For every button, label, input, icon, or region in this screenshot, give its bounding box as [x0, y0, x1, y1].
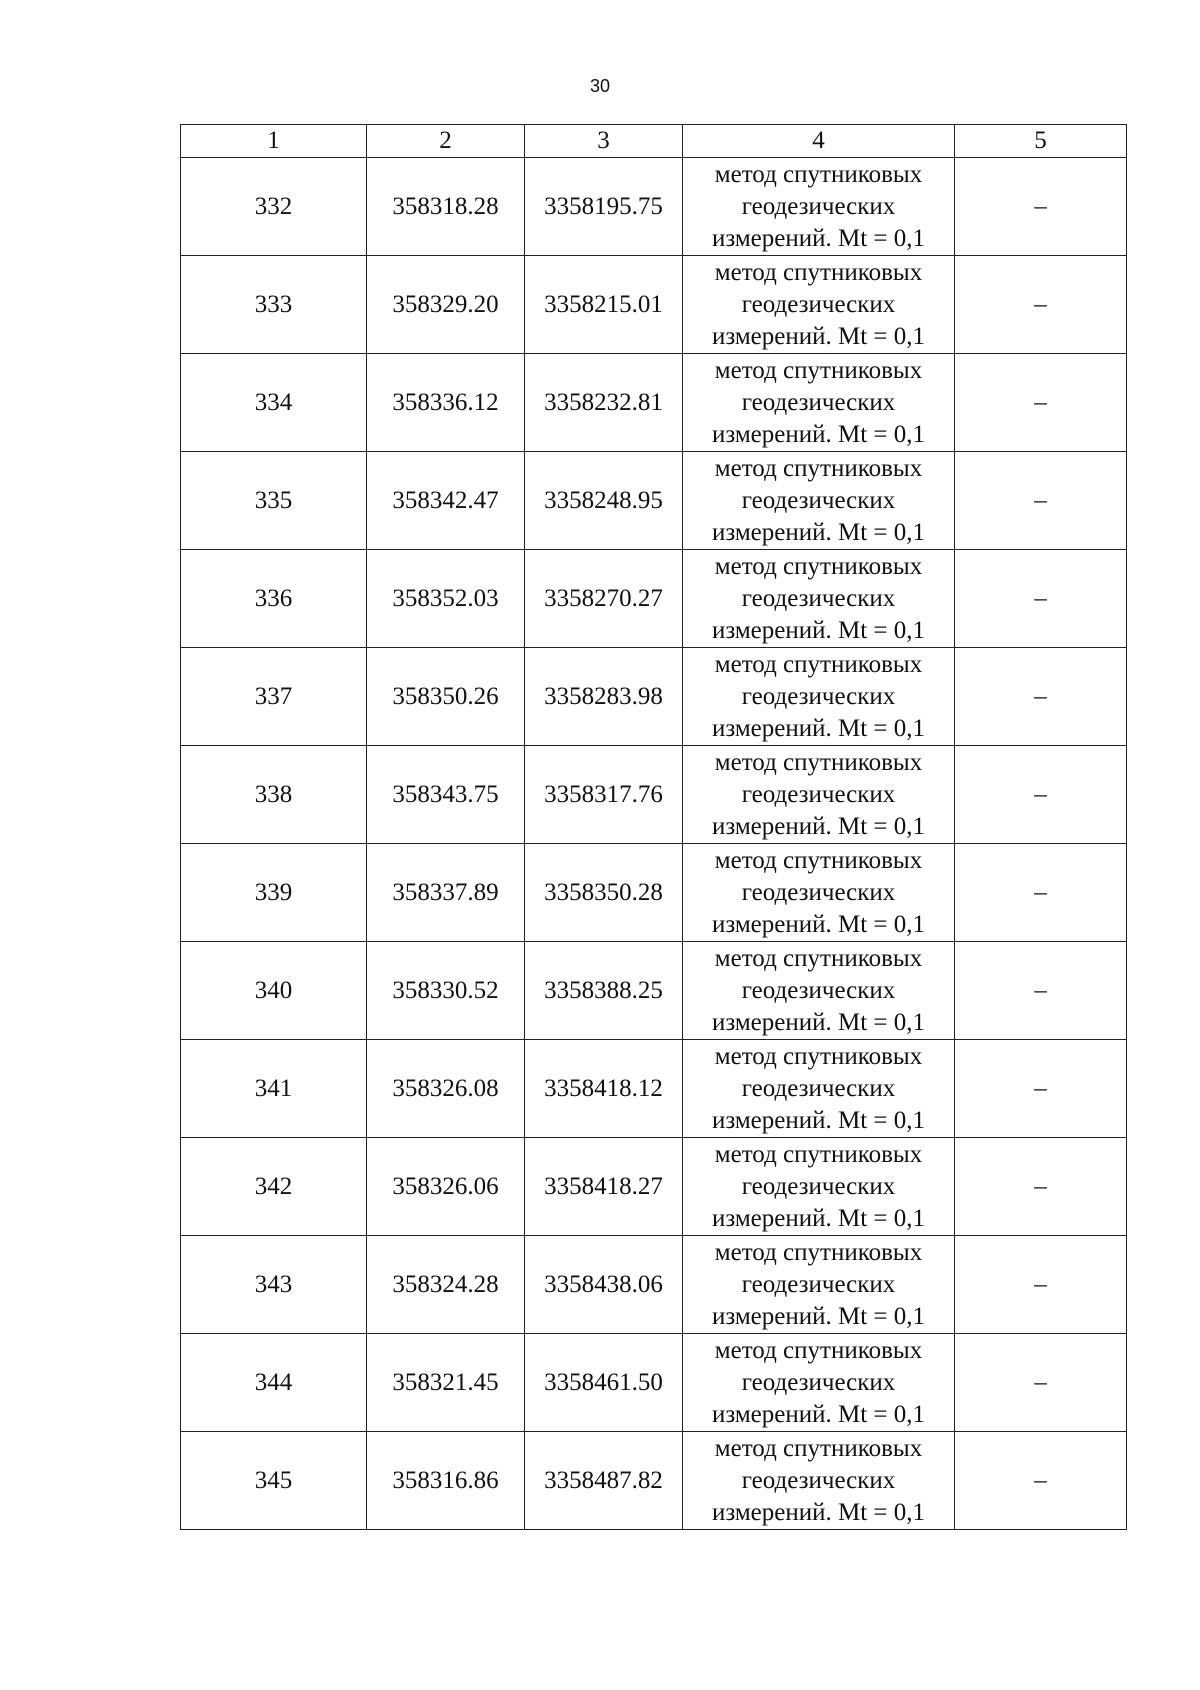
method-line: метод спутниковых: [714, 846, 923, 874]
table-row: [181, 256, 1127, 354]
table-row: [181, 452, 1127, 550]
method-line: измерений. Mt = 0,1: [711, 616, 926, 644]
point-number-cell: 342: [181, 1138, 367, 1236]
method-cell: [683, 648, 955, 746]
method-cell: [683, 942, 955, 1040]
y-coordinate-cell: 3358418.12: [525, 1040, 683, 1138]
method-cell: [683, 550, 955, 648]
x-coordinate-cell: 358343.75: [367, 746, 525, 844]
y-coordinate-cell: 3358283.98: [525, 648, 683, 746]
x-coordinate-cell: 358326.06: [367, 1138, 525, 1236]
point-number-cell: 341: [181, 1040, 367, 1138]
method-cell: [683, 158, 955, 256]
note-cell: –: [955, 1334, 1127, 1432]
method-line: метод спутниковых: [714, 944, 923, 972]
x-coordinate-cell: 358342.47: [367, 452, 525, 550]
y-coordinate-cell: 3358248.95: [525, 452, 683, 550]
table-row: [181, 1040, 1127, 1138]
table-row: [181, 746, 1127, 844]
method-line: измерений. Mt = 0,1: [711, 518, 926, 546]
method-line: метод спутниковых: [714, 258, 923, 286]
method-line: метод спутниковых: [714, 1238, 923, 1266]
y-coordinate-cell: 3358195.75: [525, 158, 683, 256]
method-line: геодезических: [741, 584, 896, 612]
method-line: измерений. Mt = 0,1: [711, 1400, 926, 1428]
point-number-cell: 340: [181, 942, 367, 1040]
x-coordinate-cell: 358324.28: [367, 1236, 525, 1334]
note-cell: –: [955, 1040, 1127, 1138]
method-line: метод спутниковых: [714, 650, 923, 678]
y-coordinate-cell: 3358438.06: [525, 1236, 683, 1334]
method-line: метод спутниковых: [714, 356, 923, 384]
header-cell-col-1: 1: [181, 125, 367, 158]
method-line: геодезических: [741, 1172, 896, 1200]
method-line: метод спутниковых: [714, 748, 923, 776]
method-cell: [683, 844, 955, 942]
x-coordinate-cell: 358337.89: [367, 844, 525, 942]
method-line: измерений. Mt = 0,1: [711, 812, 926, 840]
note-cell: –: [955, 550, 1127, 648]
method-line: геодезических: [741, 878, 896, 906]
y-coordinate-cell: 3358232.81: [525, 354, 683, 452]
table-row: [181, 648, 1127, 746]
method-line: измерений. Mt = 0,1: [711, 1498, 926, 1526]
y-coordinate-cell: 3358350.28: [525, 844, 683, 942]
method-cell: [683, 1236, 955, 1334]
method-line: измерений. Mt = 0,1: [711, 1302, 926, 1330]
method-line: измерений. Mt = 0,1: [711, 1008, 926, 1036]
note-cell: –: [955, 746, 1127, 844]
y-coordinate-cell: 3358461.50: [525, 1334, 683, 1432]
header-cell-col-5: 5: [955, 125, 1127, 158]
x-coordinate-cell: 358350.26: [367, 648, 525, 746]
method-cell: [683, 354, 955, 452]
method-line: геодезических: [741, 486, 896, 514]
method-cell: [683, 256, 955, 354]
point-number-cell: 332: [181, 158, 367, 256]
method-line: измерений. Mt = 0,1: [711, 322, 926, 350]
coordinates-table: [180, 124, 1127, 1530]
table-row: [181, 1236, 1127, 1334]
x-coordinate-cell: 358321.45: [367, 1334, 525, 1432]
point-number-cell: 337: [181, 648, 367, 746]
method-line: измерений. Mt = 0,1: [711, 910, 926, 938]
method-line: метод спутниковых: [714, 454, 923, 482]
point-number-cell: 344: [181, 1334, 367, 1432]
method-cell: [683, 452, 955, 550]
method-line: геодезических: [741, 1074, 896, 1102]
note-cell: –: [955, 256, 1127, 354]
point-number-cell: 336: [181, 550, 367, 648]
note-cell: –: [955, 1236, 1127, 1334]
y-coordinate-cell: 3358487.82: [525, 1432, 683, 1530]
table-header-row: [181, 125, 1127, 158]
method-cell: [683, 746, 955, 844]
method-line: метод спутниковых: [714, 552, 923, 580]
method-line: метод спутниковых: [714, 1140, 923, 1168]
note-cell: –: [955, 452, 1127, 550]
point-number-cell: 345: [181, 1432, 367, 1530]
method-line: измерений. Mt = 0,1: [711, 420, 926, 448]
table-row: [181, 844, 1127, 942]
x-coordinate-cell: 358336.12: [367, 354, 525, 452]
x-coordinate-cell: 358316.86: [367, 1432, 525, 1530]
table-row: [181, 550, 1127, 648]
y-coordinate-cell: 3358418.27: [525, 1138, 683, 1236]
method-cell: [683, 1432, 955, 1530]
method-cell: [683, 1334, 955, 1432]
page-number: 30: [589, 76, 611, 96]
note-cell: –: [955, 158, 1127, 256]
table-row: [181, 158, 1127, 256]
y-coordinate-cell: 3358215.01: [525, 256, 683, 354]
x-coordinate-cell: 358352.03: [367, 550, 525, 648]
point-number-cell: 338: [181, 746, 367, 844]
table-row: [181, 1432, 1127, 1530]
method-line: геодезических: [741, 682, 896, 710]
method-line: геодезических: [741, 780, 896, 808]
method-line: геодезических: [741, 388, 896, 416]
note-cell: –: [955, 844, 1127, 942]
header-cell-col-4: 4: [683, 125, 955, 158]
method-line: метод спутниковых: [714, 1336, 923, 1364]
method-line: измерений. Mt = 0,1: [711, 714, 926, 742]
method-line: измерений. Mt = 0,1: [711, 1204, 926, 1232]
note-cell: –: [955, 1432, 1127, 1530]
x-coordinate-cell: 358329.20: [367, 256, 525, 354]
table-row: [181, 354, 1127, 452]
y-coordinate-cell: 3358388.25: [525, 942, 683, 1040]
method-line: измерений. Mt = 0,1: [711, 1106, 926, 1134]
x-coordinate-cell: 358326.08: [367, 1040, 525, 1138]
note-cell: –: [955, 354, 1127, 452]
method-line: геодезических: [741, 192, 896, 220]
table-row: [181, 1138, 1127, 1236]
note-cell: –: [955, 1138, 1127, 1236]
table-row: [181, 1334, 1127, 1432]
method-line: измерений. Mt = 0,1: [711, 224, 926, 252]
header-cell-col-2: 2: [367, 125, 525, 158]
point-number-cell: 334: [181, 354, 367, 452]
table-row: [181, 942, 1127, 1040]
point-number-cell: 335: [181, 452, 367, 550]
y-coordinate-cell: 3358317.76: [525, 746, 683, 844]
method-line: геодезических: [741, 1368, 896, 1396]
x-coordinate-cell: 358330.52: [367, 942, 525, 1040]
method-line: геодезических: [741, 976, 896, 1004]
method-cell: [683, 1040, 955, 1138]
point-number-cell: 333: [181, 256, 367, 354]
method-line: геодезических: [741, 290, 896, 318]
method-line: геодезических: [741, 1270, 896, 1298]
table-body: [181, 125, 1127, 1530]
method-line: метод спутниковых: [714, 1434, 923, 1462]
note-cell: –: [955, 942, 1127, 1040]
y-coordinate-cell: 3358270.27: [525, 550, 683, 648]
method-line: метод спутниковых: [714, 160, 923, 188]
header-cell-col-3: 3: [525, 125, 683, 158]
method-cell: [683, 1138, 955, 1236]
method-line: геодезических: [741, 1466, 896, 1494]
x-coordinate-cell: 358318.28: [367, 158, 525, 256]
point-number-cell: 339: [181, 844, 367, 942]
note-cell: –: [955, 648, 1127, 746]
point-number-cell: 343: [181, 1236, 367, 1334]
method-line: метод спутниковых: [714, 1042, 923, 1070]
